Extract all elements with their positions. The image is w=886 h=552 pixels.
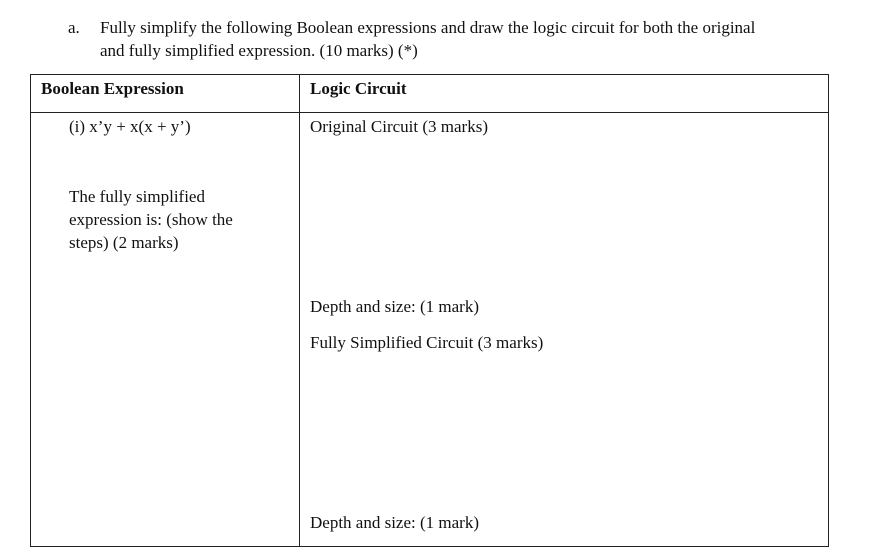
question-text [100, 16, 840, 62]
simplified-circuit-label: Fully Simplified Circuit (3 marks) [310, 333, 544, 352]
question-marker: a. [68, 18, 80, 37]
question-line-2: and fully simplified expression. (10 marks) (*) [100, 41, 418, 60]
depth-size-label-2: Depth and size: (1 mark) [310, 513, 479, 532]
column-divider [299, 75, 300, 546]
boolean-expression: (i) x’y + x(x + y’) [69, 117, 191, 136]
answer-table [30, 74, 829, 547]
header-divider [31, 112, 828, 113]
depth-size-label-1: Depth and size: (1 mark) [310, 297, 479, 316]
question-line-1: Fully simplify the following Boolean expressions and draw the logic circuit for both the original [100, 18, 756, 37]
header-boolean-expression: Boolean Expression [41, 79, 184, 98]
simplified-expression-prompt: The fully simplified expression is: (show the steps) (2 marks) [69, 187, 233, 252]
original-circuit-label: Original Circuit (3 marks) [310, 117, 488, 136]
header-logic-circuit: Logic Circuit [310, 79, 407, 98]
